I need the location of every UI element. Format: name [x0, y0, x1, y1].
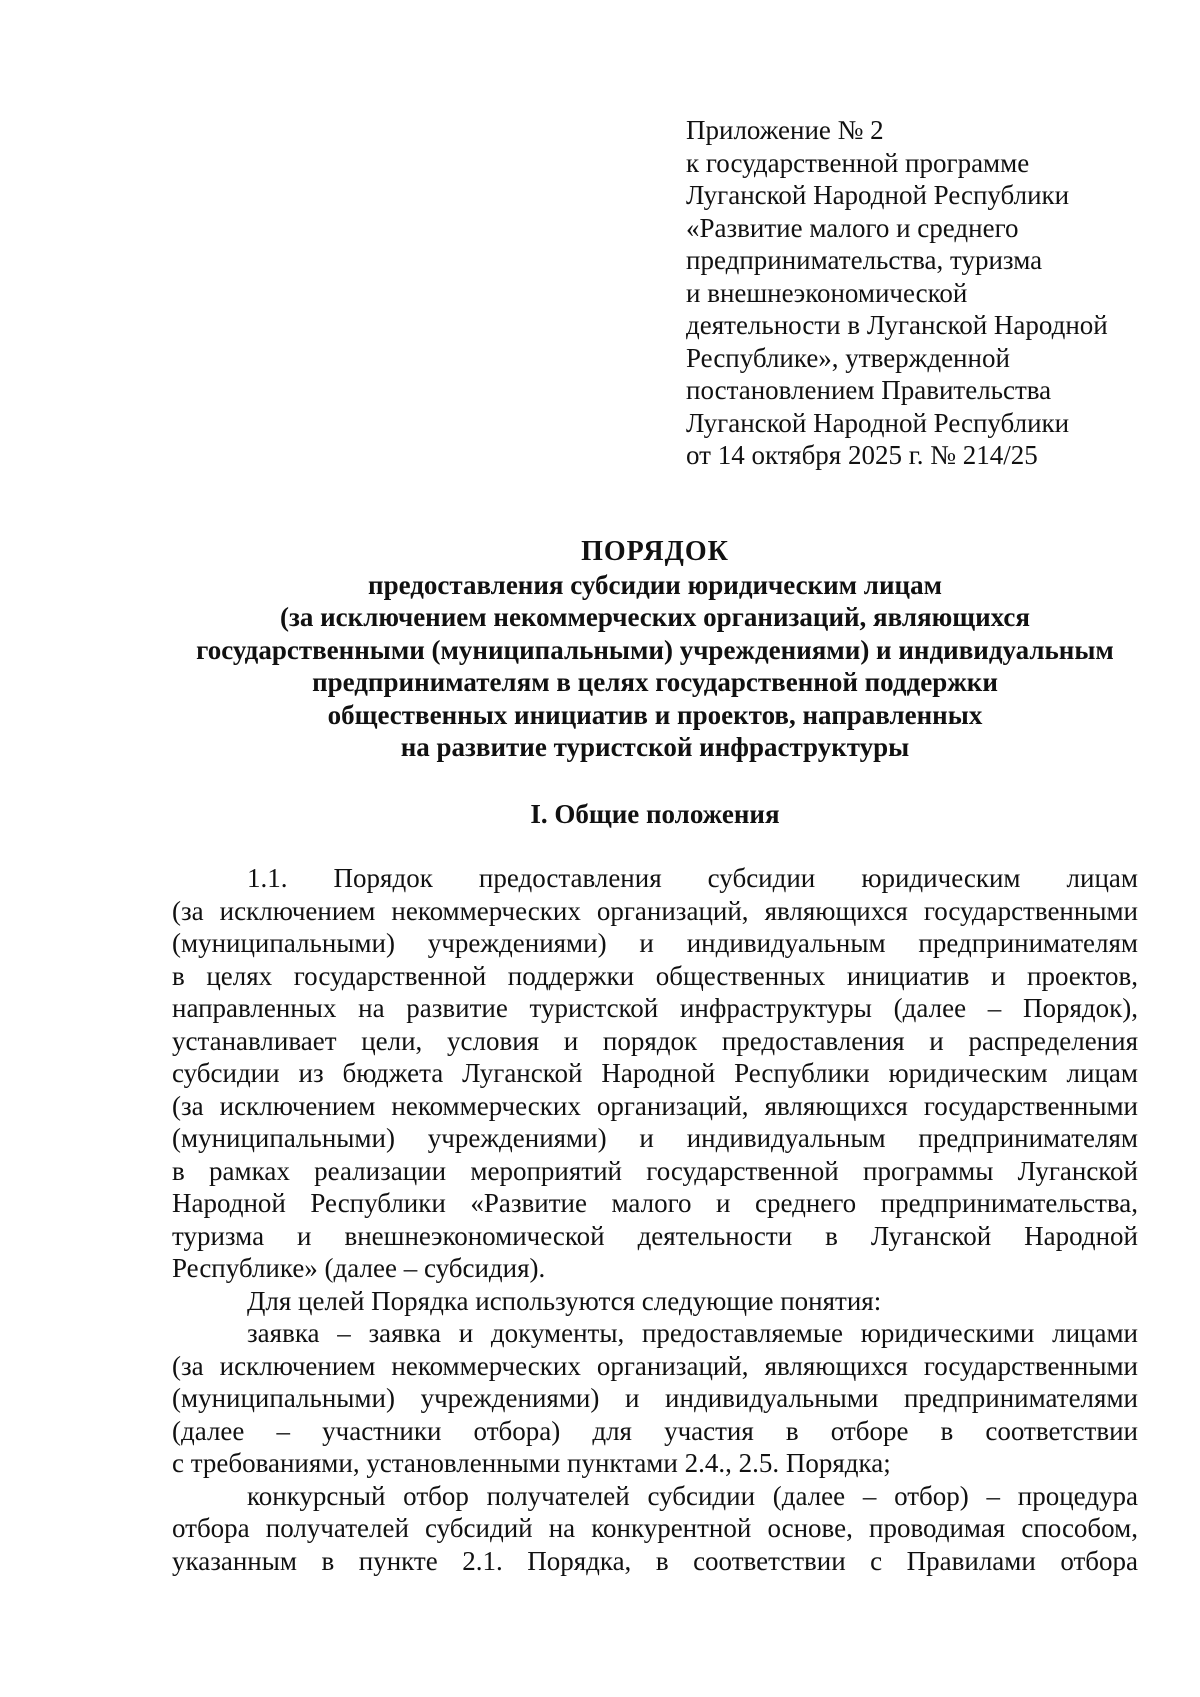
appendix-line: Приложение № 2 — [686, 115, 884, 145]
appendix-line: Луганской Народной Республики — [686, 407, 1070, 438]
appendix-line: постановлением Правительства — [686, 375, 1052, 405]
body-line: направленных на развитие туристской инфраструктуры (далее – Порядок), — [172, 993, 1138, 1023]
appendix-line: Луганской Народной Республики — [686, 180, 1070, 210]
body-line: указанным в пункте 2.1. Порядка, в соответствии с Правилами отбора — [172, 1545, 1138, 1576]
body-line: (муниципальными) учреждениями) и индивидуальным предпринимателям — [172, 1123, 1138, 1153]
body-line: (далее – участники отбора) для участия в отборе в соответствии — [172, 1415, 1138, 1446]
appendix-line: Республике», утвержденной — [686, 342, 1010, 373]
body-line: (за исключением некоммерческих организаций, являющихся государственными — [172, 1350, 1138, 1381]
title-line: предоставления субсидии юридическим лицам — [368, 569, 942, 600]
body-line: в целях государственной поддержки общественных инициатив и проектов, — [172, 960, 1138, 991]
title-line: (за исключением некоммерческих организаций, являющихся — [280, 602, 1030, 632]
body-line: Народной Республики «Развитие малого и среднего предпринимательства, — [172, 1188, 1138, 1218]
section-heading: I. Общие положения — [530, 799, 780, 829]
title-line: предпринимателям в целях государственной поддержки — [312, 667, 998, 697]
body-line: туризма и внешнеэкономической деятельности в Луганской Народной — [172, 1220, 1138, 1251]
body-line: (муниципальными) учреждениями) и индивидуальными предпринимателями — [172, 1383, 1138, 1413]
body-line: субсидии из бюджета Луганской Народной Республики юридическим лицам — [172, 1058, 1138, 1088]
appendix-line: предпринимательства, туризма — [686, 245, 1043, 275]
body-line: конкурсный отбор получателей субсидии (далее – отбор) – процедура — [247, 1480, 1138, 1511]
appendix-line: деятельности в Луганской Народной — [686, 310, 1108, 340]
appendix-line: от 14 октября 2025 г. № 214/25 — [686, 440, 1038, 470]
body-line: 1.1. Порядок предоставления субсидии юридическим лицам — [247, 863, 1138, 893]
document-title — [150, 536, 1160, 764]
body-line: Республике» (далее – субсидия). — [172, 1253, 546, 1283]
body-line: (за исключением некоммерческих организаций, являющихся государственными — [172, 895, 1138, 926]
body-line: Для целей Порядка используются следующие понятия: — [247, 1285, 882, 1316]
body-line: заявка – заявка и документы, предоставляемые юридическими лицами — [247, 1318, 1138, 1348]
title-main: ПОРЯДОК — [581, 536, 729, 567]
body-text — [172, 862, 1138, 1577]
body-line: отбора получателей субсидий на конкурентной основе, проводимая способом, — [172, 1513, 1138, 1543]
body-line: (за исключением некоммерческих организаций, являющихся государственными — [172, 1090, 1138, 1121]
body-line: (муниципальными) учреждениями) и индивидуальным предпринимателям — [172, 928, 1138, 958]
body-line: с требованиями, установленными пунктами 2.4., 2.5. Порядка; — [172, 1448, 891, 1478]
title-line: на развитие туристской инфраструктуры — [400, 732, 910, 762]
body-line: в рамках реализации мероприятий государственной программы Луганской — [172, 1155, 1138, 1186]
title-line: общественных инициатив и проектов, направленных — [327, 699, 983, 730]
appendix-line: к государственной программе — [686, 147, 1030, 178]
appendix-line: «Развитие малого и среднего — [686, 212, 1019, 243]
body-line: устанавливает цели, условия и порядок предоставления и распределения — [172, 1025, 1138, 1056]
appendix-block — [686, 114, 1166, 472]
appendix-line: и внешнеэкономической — [686, 277, 968, 308]
title-line: государственными (муниципальными) учреждениями) и индивидуальным — [196, 634, 1114, 665]
